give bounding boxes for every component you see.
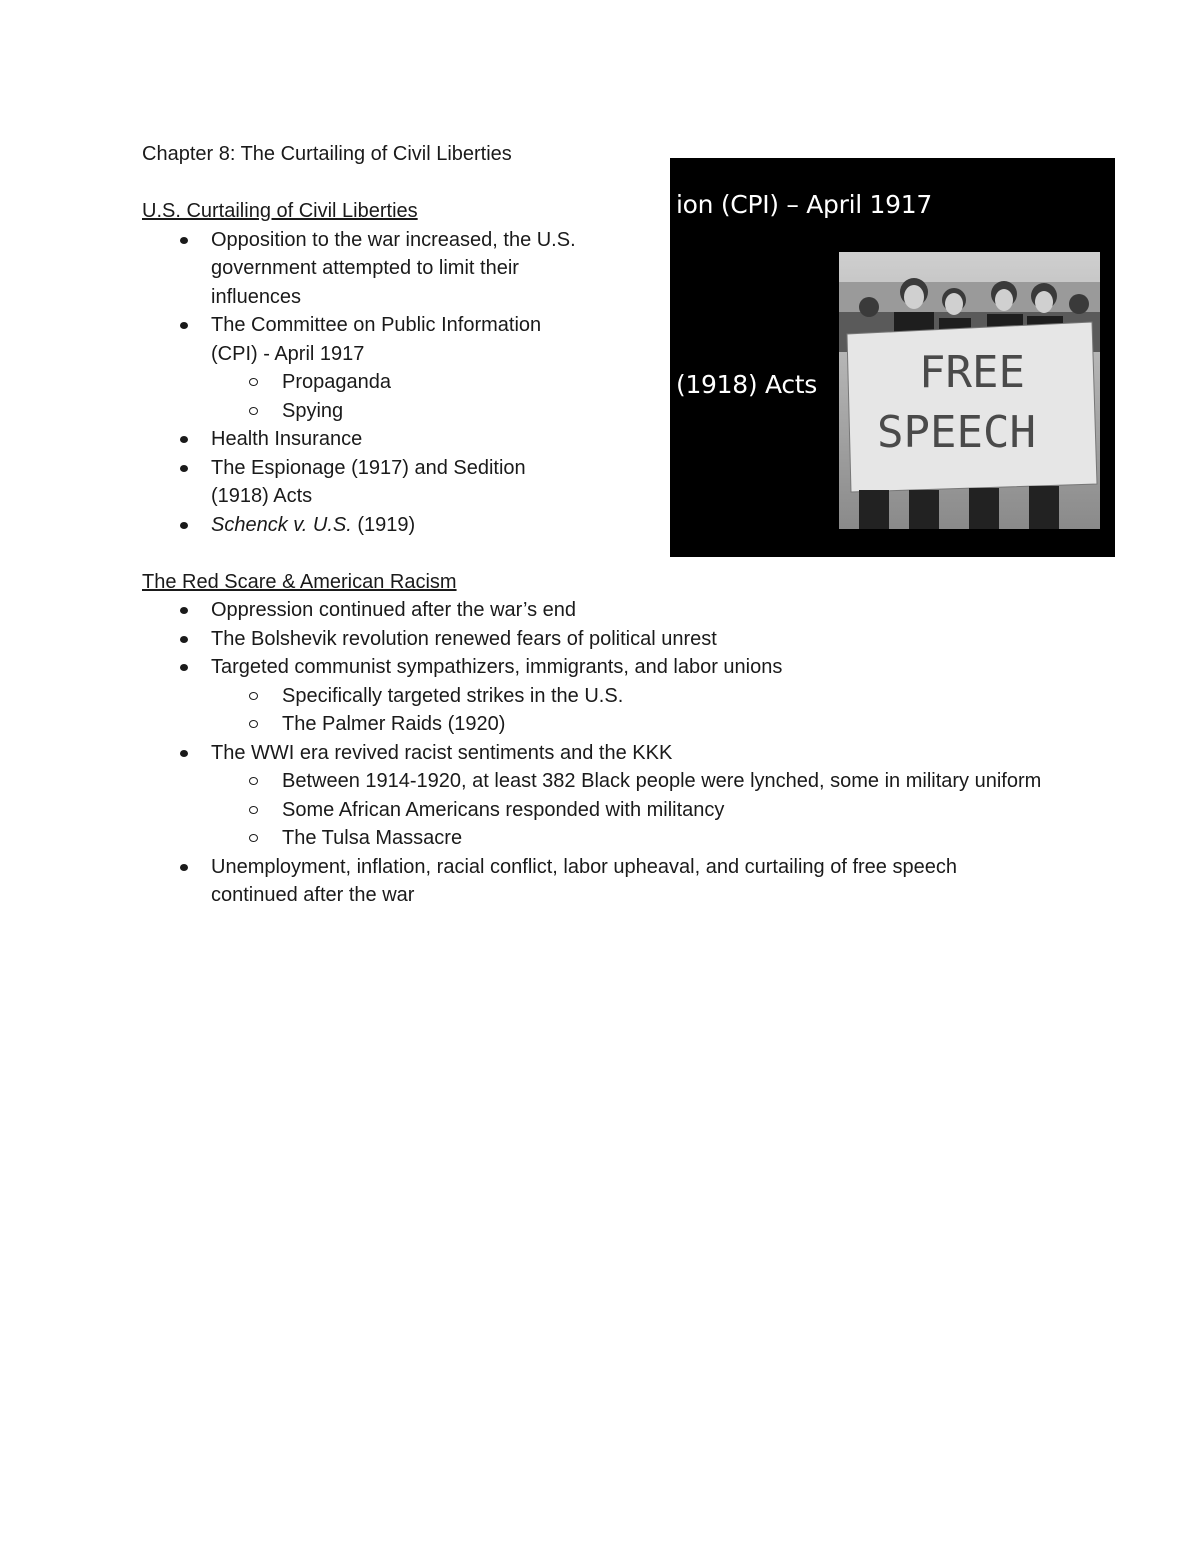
list-item <box>142 625 1042 654</box>
banner-text-speech: SPEECH <box>877 407 1036 458</box>
sub-list-item-text: Spying <box>282 399 344 422</box>
list-item-text: The Committee on Public Information (CPI) - April 1917 <box>211 314 542 365</box>
list-item <box>142 454 582 511</box>
bullet-list <box>142 596 1042 910</box>
section-heading-curtailing: U.S. Curtailing of Civil Liberties <box>142 200 418 222</box>
list-item <box>142 739 1042 853</box>
list-item <box>142 853 1042 910</box>
sub-list <box>211 682 1042 739</box>
slide-text-cpi: ion (CPI) – April 1917 <box>676 190 932 219</box>
list-item <box>142 511 582 540</box>
sub-list-item-text: The Tulsa Massacre <box>282 827 463 849</box>
sub-list-item-text: Some African Americans responded with militancy <box>282 798 725 821</box>
list-item <box>142 226 582 312</box>
sub-list-item <box>211 397 582 426</box>
sub-list-item-text: Specifically targeted strikes in the U.S. <box>282 684 624 707</box>
list-item-text: Health Insurance <box>211 428 363 450</box>
sub-list-item <box>211 796 1042 825</box>
list-item-text: The Espionage (1917) and Sedition (1918) Acts <box>211 456 526 507</box>
list-item-text: Targeted communist sympathizers, immigrants, and labor unions <box>211 656 783 678</box>
list-item <box>142 596 1042 625</box>
free-speech-photo <box>839 252 1100 529</box>
list-item-text: Unemployment, inflation, racial conflict, labor upheaval, and curtailing of free speech continued after the war <box>211 855 957 906</box>
slide-text-acts: (1918) Acts <box>676 370 818 399</box>
list-item-text: The WWI era revived racist sentiments and the KKK <box>211 741 673 764</box>
bullet-list <box>142 226 582 540</box>
sub-list-item <box>211 368 582 397</box>
list-item-text: (1919) <box>351 513 416 536</box>
document-title: Chapter 8: The Curtailing of Civil Liberties <box>142 143 512 165</box>
list-item-text: Oppression continued after the war’s end <box>211 599 577 621</box>
list-item-text: Opposition to the war increased, the U.S. government attempted to limit their influences <box>211 228 576 308</box>
sub-list <box>211 368 582 425</box>
sub-list-item <box>211 682 1042 711</box>
list-item-text: The Bolshevik revolution renewed fears of political unrest <box>211 627 717 650</box>
section-heading-red-scare: The Red Scare & American Racism <box>142 570 457 593</box>
slide-image <box>670 158 1115 557</box>
list-item <box>142 653 1042 739</box>
sub-list-item <box>211 767 1042 796</box>
sub-list-item <box>211 824 1042 853</box>
banner-text-free: FREE <box>919 347 1025 398</box>
sub-list-item <box>211 710 1042 739</box>
list-item <box>142 311 582 425</box>
sub-list-item-text: The Palmer Raids (1920) <box>282 713 506 735</box>
sub-list <box>211 767 1042 853</box>
sub-list-item-text: Propaganda <box>282 371 391 393</box>
case-name: Schenck v. U.S. <box>211 513 352 536</box>
list-item <box>142 425 582 454</box>
sub-list-item-text: Between 1914-1920, at least 382 Black people were lynched, some in military uniform <box>282 770 1042 792</box>
